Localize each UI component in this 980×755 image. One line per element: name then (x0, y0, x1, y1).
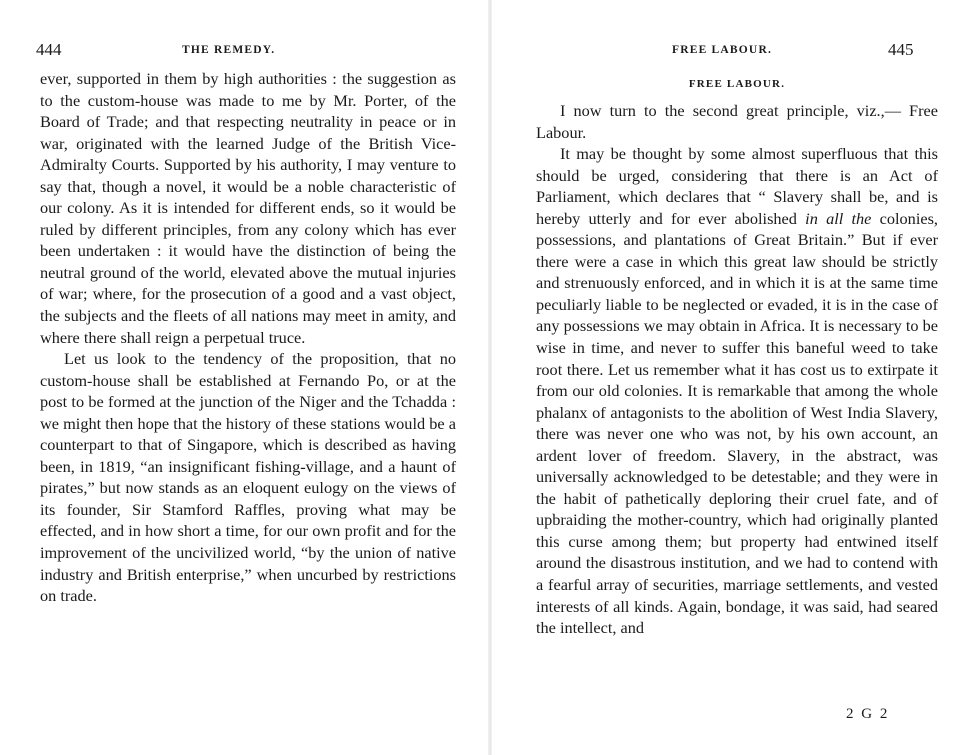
right-paragraph-2 (536, 143, 938, 639)
italic-phrase: in all the (805, 208, 872, 228)
right-running-title: FREE LABOUR. (672, 44, 773, 56)
right-body-text (536, 100, 938, 639)
section-heading: FREE LABOUR. (688, 78, 786, 90)
left-paragraph-2: Let us look to the tendency of the proposition, that no custom-house shall be established at Fernando Po, or at the post to be formed at the junction of the Niger and the Tchadda : we might then hope that the history of these stations would be a counterpart to that of Singapore, which is described as having been, in 1819, “an insignificant fishing-village, and a haunt of pirates,” but now stands as an eloquent eulogy on the views of its founder, Sir Stamford Raffles, proving what may be effected, and in how short a time, for our own profit and for the improvement of the uncivilized world, “by the union of native industry and British enterprise,” when uncurbed by restrictions on trade. (40, 349, 456, 606)
right-page-number: 445 (888, 40, 914, 59)
left-body-text (40, 68, 456, 607)
right-paragraph-2-start: It may be thought by some almost superfluous that this should be urged, considering that there is an Act of Parliament, which declares that “ Slavery shall be, and is hereby utterly and for ever abolished (536, 144, 938, 228)
left-running-title: THE REMEDY. (182, 44, 276, 56)
right-paragraph-1: I now turn to the second great principle, viz.,— Free Labour. (536, 101, 938, 142)
right-paragraph-2-end: colonies, possessions, and plantations of Great Britain.” But if ever there were a case in which this great law should be strictly and strenuously enforced, and in which it is at the same time peculiarly liable to be neglected or evaded, it is in the case of any possessions we may obtain in Africa. It is necessary to be wise in time, and never to suffer this baneful weed to take root there. Let us remember what it has cost us to extirpate it from our old colonies. It is remarkable that among the whole phalanx of antagonists to the abolition of West India Slavery, there was never one who was not, by his own account, an ardent lover of freedom. Slavery, in the abstract, was universally acknowledged to be detestable; and they were in the habit of pathetically deploring their cruel fate, and of upbraiding the mother-country, which had originally planted this curse among them; but property had entwined itself around the disastrous institution, and we had to contend with a fearful array of securities, marriage settlements, and vested interests of all kinds. Again, bondage, it was said, had seared the intellect, and (536, 208, 938, 638)
left-page-number: 444 (36, 40, 62, 59)
left-paragraph-1: ever, supported in them by high authorities : the suggestion as to the custom-house was made to me by Mr. Porter, of the Board of Trade; and that respecting neutrality in peace or in war, originated with the learned Judge of the British Vice-Admiralty Courts. Supported by his authority, I may venture to say that, though a novel, it would be a noble characteristic of our colony. As it is intended for different ends, so it would be ruled by different principles, from any colony which has ever been undertaken : it would have the distinction of being the neutral ground of the world, elevated above the mutual injuries of war; where, for the prosecution of a good and a vast object, the subjects and the fleets of all nations may meet in amity, and where there shall reign a perpetual truce. (40, 69, 456, 347)
signature-mark: 2 G 2 (846, 706, 890, 722)
